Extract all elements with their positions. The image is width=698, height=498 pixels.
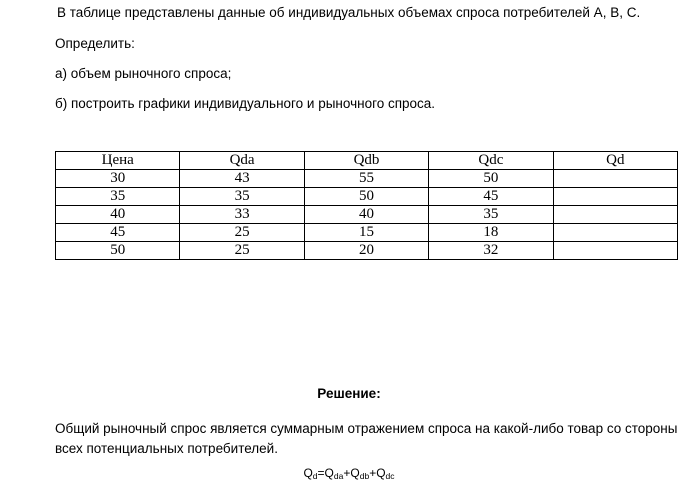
table-cell (553, 188, 677, 206)
table-cell: 50 (56, 242, 180, 260)
table-cell: 35 (56, 188, 180, 206)
task-label: Определить: (55, 36, 135, 51)
table-cell: 55 (304, 170, 428, 188)
table-cell: 40 (304, 206, 428, 224)
table-cell: 45 (429, 188, 553, 206)
solution-paragraph: Общий рыночный спрос является суммарным отражением спроса на какой-либо товар со стороны всех потенциальных потребителей. (55, 421, 678, 456)
header-qda: Qda (180, 152, 304, 170)
table-cell (553, 224, 677, 242)
table-cell: 15 (304, 224, 428, 242)
formula-term-b: Q (350, 466, 360, 480)
demand-table (55, 151, 678, 260)
formula-term-c-sub: dc (385, 471, 395, 481)
table-cell: 32 (429, 242, 553, 260)
table-cell: 43 (180, 170, 304, 188)
formula-plus: + (369, 466, 377, 480)
market-demand-formula (0, 464, 698, 485)
table-cell: 30 (56, 170, 180, 188)
table-cell: 45 (56, 224, 180, 242)
table-row (56, 188, 678, 206)
table-cell: 35 (429, 206, 553, 224)
table-header-row (56, 152, 678, 170)
task-item-a: а) объем рыночного спроса; (55, 66, 232, 81)
formula-plus: + (343, 466, 351, 480)
table-cell (553, 170, 677, 188)
header-qdb: Qdb (304, 152, 428, 170)
table-cell: 25 (180, 242, 304, 260)
table-cell (553, 206, 677, 224)
formula-term-b-sub: db (359, 471, 370, 481)
table-row (56, 242, 678, 260)
header-qd: Qd (553, 152, 677, 170)
table-cell: 25 (180, 224, 304, 242)
table-cell: 40 (56, 206, 180, 224)
table-cell: 20 (304, 242, 428, 260)
task-item-b: б) построить графики индивидуального и рыночного спроса. (55, 96, 436, 111)
intro-text: В таблице представлены данные об индивидуальных объемах спроса потребителей A, B, C. (57, 5, 641, 20)
table-cell: 33 (180, 206, 304, 224)
table-cell: 35 (180, 188, 304, 206)
table-row (56, 170, 678, 188)
table-cell: 18 (429, 224, 553, 242)
solution-heading: Решение: (317, 386, 381, 401)
header-qdc: Qdc (429, 152, 553, 170)
formula-equals: = (317, 466, 325, 480)
formula-lhs: Q (303, 466, 313, 480)
formula-term-a: Q (324, 466, 334, 480)
table-cell: 50 (304, 188, 428, 206)
table-row (56, 206, 678, 224)
table-cell: 50 (429, 170, 553, 188)
formula-term-c: Q (376, 466, 386, 480)
formula-lhs-sub: d (312, 471, 318, 481)
formula-term-a-sub: da (333, 471, 344, 481)
table-row (56, 224, 678, 242)
header-price: Цена (56, 152, 180, 170)
table-cell (553, 242, 677, 260)
